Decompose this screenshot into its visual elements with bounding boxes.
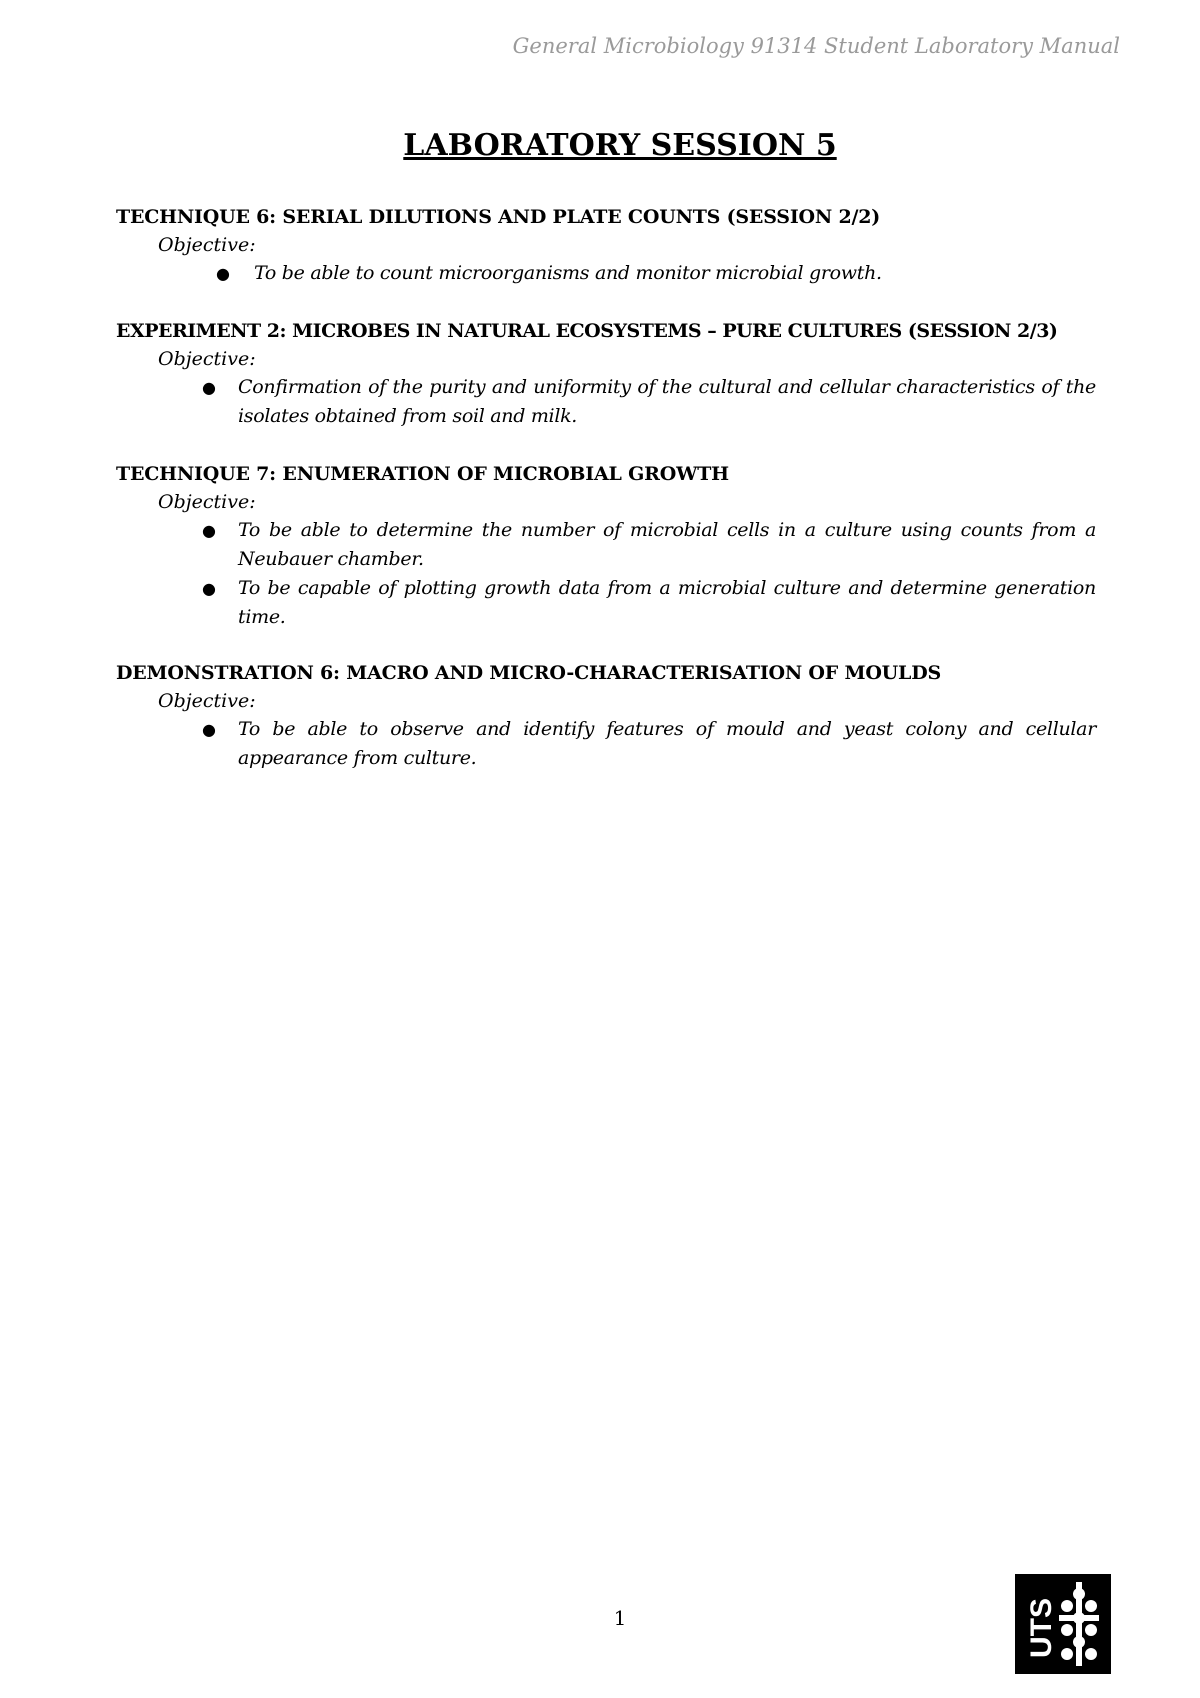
list-item: [116, 574, 1096, 632]
objective-text: To be able to determine the number of microbial cells in a culture using counts from a Neubauer chamber.: [238, 519, 1096, 570]
running-header: General Microbiology 91314 Student Laboratory Manual: [512, 34, 1120, 58]
section-heading: TECHNIQUE 7: ENUMERATION OF MICROBIAL GROWTH: [116, 463, 729, 485]
objective-text: To be able to count microorganisms and monitor microbial growth.: [254, 262, 882, 284]
section-heading: TECHNIQUE 6: SERIAL DILUTIONS AND PLATE COUNTS (SESSION 2/2): [116, 206, 881, 228]
objective-list: [116, 516, 1096, 632]
bullet-icon: ●: [202, 720, 216, 739]
section-demonstration-6: [116, 659, 1096, 773]
objective-text: To be capable of plotting growth data from a microbial culture and determine generation time.: [238, 577, 1096, 628]
bullet-icon: ●: [202, 579, 216, 598]
bullet-icon: ●: [202, 378, 216, 397]
objective-label: Objective:: [158, 690, 256, 712]
page-number: 1: [613, 1606, 627, 1630]
page-title: LABORATORY SESSION 5: [403, 128, 837, 163]
objective-text: To be able to observe and identify features of mould and yeast colony and cellular appearance from culture.: [238, 718, 1096, 769]
list-item: [116, 259, 1096, 288]
section-technique-7: [116, 460, 1096, 632]
objective-label: Objective:: [158, 348, 256, 370]
logo-text: UTS: [1025, 1598, 1058, 1658]
section-heading: DEMONSTRATION 6: MACRO AND MICRO-CHARACTERISATION OF MOULDS: [116, 662, 941, 684]
objective-label: Objective:: [158, 234, 256, 256]
bullet-icon: ●: [202, 521, 216, 540]
objective-label: Objective:: [158, 491, 256, 513]
objective-text: Confirmation of the purity and uniformity of the cultural and cellular characteristics of the isolates obtained from soil and milk.: [238, 376, 1096, 427]
list-item: [116, 516, 1096, 574]
section-heading: EXPERIMENT 2: MICROBES IN NATURAL ECOSYSTEMS – PURE CULTURES (SESSION 2/3): [116, 320, 1058, 342]
uts-logo-icon: [1015, 1574, 1111, 1674]
section-experiment-2: [116, 317, 1096, 431]
objective-list: [116, 715, 1096, 773]
uts-logo-icon: [1015, 1574, 1111, 1674]
list-item: [116, 715, 1096, 773]
objective-list: [116, 259, 1096, 288]
list-item: [116, 373, 1096, 431]
objective-list: [116, 373, 1096, 431]
section-technique-6: [116, 203, 1096, 288]
bullet-icon: ●: [216, 264, 230, 283]
